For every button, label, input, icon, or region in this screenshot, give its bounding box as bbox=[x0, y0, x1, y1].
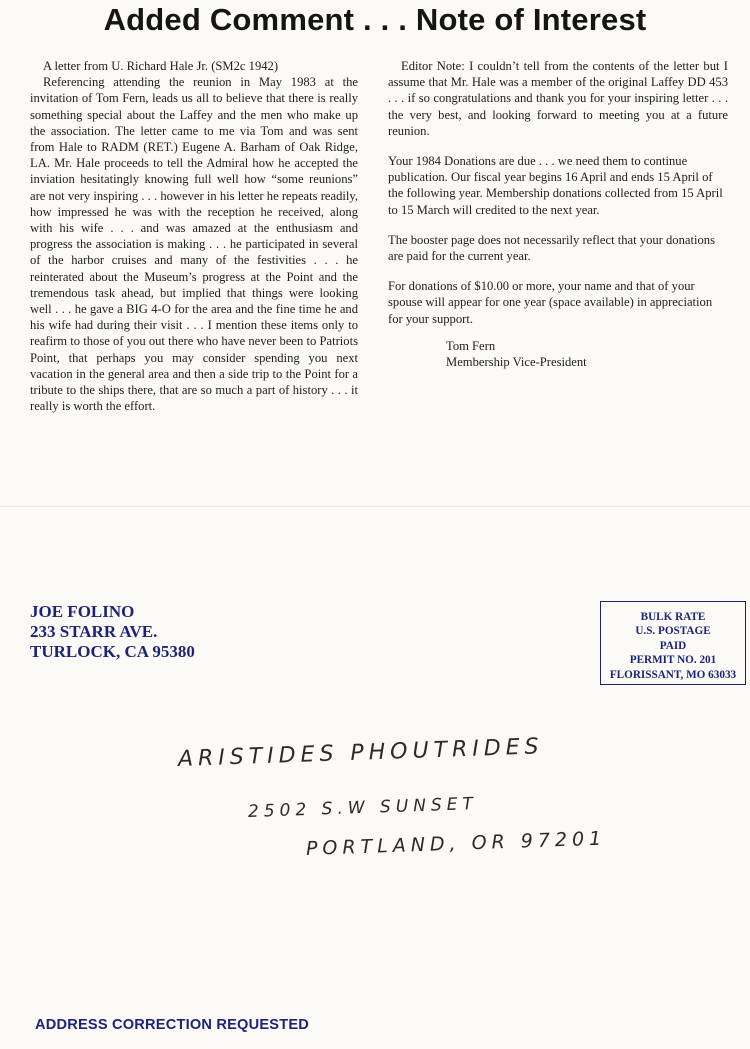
letter-column bbox=[30, 58, 358, 414]
return-city: TURLOCK, CA 95380 bbox=[30, 642, 195, 661]
recipient-name: ARISTIDES PHOUTRIDES bbox=[177, 734, 544, 772]
postage-line: PAID bbox=[659, 639, 687, 652]
editor-column bbox=[388, 58, 728, 370]
return-street: 233 STARR AVE. bbox=[30, 622, 158, 641]
return-address bbox=[30, 602, 195, 662]
letter-intro: A letter from U. Richard Hale Jr. (SM2c 1942) bbox=[43, 59, 279, 73]
postage-line: BULK RATE bbox=[640, 611, 706, 623]
recipient-street: 2502 S.W SUNSET bbox=[247, 793, 479, 822]
postage-line: PERMIT NO. 201 bbox=[629, 654, 717, 667]
return-name: JOE FOLINO bbox=[30, 602, 135, 621]
postage-line: FLORISSANT, MO 63033 bbox=[609, 668, 737, 681]
donations-notice: Your 1984 Donations are due . . . we need them to continue publication. Our fiscal year begins 16 April and ends 15 April of the following year. Membership donations collected from 15 April to 15 March will credited to the next year. bbox=[388, 154, 723, 217]
postage-line: U.S. POSTAGE bbox=[635, 625, 711, 638]
editor-note: Editor Note: I couldn’t tell from the contents of the letter but I assume that Mr. Hale was a member of the original Laffey DD 453 . . . if so congratulations and thank you for your inspiring letter . . . the very best, and looking forward to meeting you at a future reunion. bbox=[388, 59, 728, 138]
booster-notice: The booster page does not necessarily reflect that your donations are paid for the current year. bbox=[388, 232, 715, 264]
address-correction-notice: ADDRESS CORRECTION REQUESTED bbox=[35, 1017, 309, 1033]
fold-line bbox=[0, 506, 750, 507]
signature-title: Membership Vice-President bbox=[446, 355, 587, 370]
page-title: Added Comment . . . Note of Interest bbox=[103, 2, 647, 37]
signature-block bbox=[446, 338, 728, 370]
spouse-notice: For donations of $10.00 or more, your name and that of your spouse will appear for one year (space available) in appreciation for your support. bbox=[388, 279, 713, 326]
recipient-city: PORTLAND, OR 97201 bbox=[305, 827, 607, 860]
postage-indicia bbox=[600, 601, 746, 685]
letter-body: Referencing attending the reunion in May 1983 at the invitation of Tom Fern, leads us all to believe that there is really something special about the Laffey and the men who make up the association. The letter came to me via Tom and was sent from Hale to RADM (RET.) Eugene A. Barham of Oak Ridge, LA. Mr. Hale proceeds to tell the Admiral how he accepted the inviation hesitatingly knowing full well how “some reunions” are not very inspiring . . . however in his letter he repeats readily, how impressed he was with the reception he received, along with his wife . . . and was amazed at the enthusiasm and progress the association is making . . . he participated in several of the harbor cruises and many of the festivities . . . he reinterated about the Museum’s progress at the Point and the tremendous task ahead, but implied that things were looking well . . . he gave a BIG 4-O for the area and the fine time he and his wife had during their visit . . . I mention these items only to reafirm to those of you out there who have never been to Patriots Point, that perhaps you may consider spending you next vacation in the general area and then a side trip to the Point for a tribute to the ships there, that are so much a part of history . . . it really is worth the effort. bbox=[30, 75, 358, 414]
signature-name: Tom Fern bbox=[446, 338, 496, 353]
